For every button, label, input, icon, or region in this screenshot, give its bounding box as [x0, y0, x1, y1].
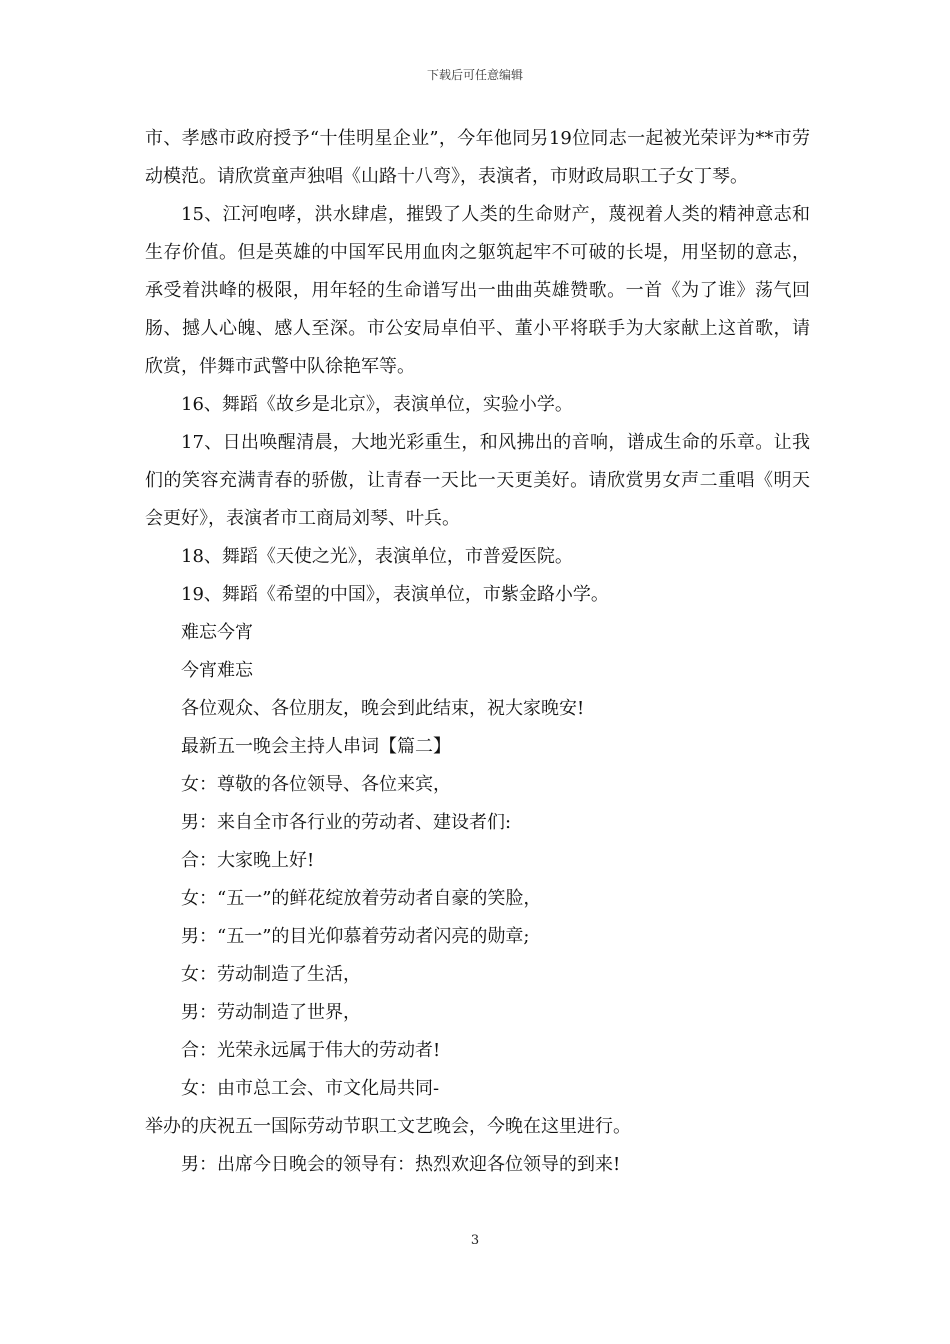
paragraph-2: 15、江河咆哮，洪水肆虐，摧毁了人类的生命财产，蔑视着人类的精神意志和生存价值。但是英雄的中国军民用血肉之躯筑起牢不可破的长堤，用坚韧的意志，承受着洪峰的极限，用年轻的生命谱写出一曲曲英雄赞歌。一首《为了谁》荡气回肠、撼人心魄、感人至深。市公安局卓伯平、董小平将联手为大家献上这首歌，请欣赏，伴舞市武警中队徐艳军等。	[145, 204, 810, 377]
paragraph-7: 难忘今宵	[181, 622, 253, 643]
dialogue-line: 男：“五一”的目光仰慕着劳动者闪亮的勋章;	[181, 926, 530, 947]
page-number: 3	[470, 1233, 480, 1248]
paragraph-8: 今宵难忘	[181, 660, 253, 681]
dialogue-line: 合：大家晚上好!	[181, 850, 315, 871]
paragraph-5: 18、舞蹈《天使之光》，表演单位，市普爱医院。	[181, 546, 573, 567]
dialogue-line: 女：劳动制造了生活，	[181, 964, 361, 985]
document-body	[145, 120, 810, 1184]
dialogue-line: 男：出席今日晚会的领导有：热烈欢迎各位领导的到来!	[181, 1154, 621, 1175]
paragraph-9: 各位观众、各位朋友，晚会到此结束，祝大家晚安!	[181, 698, 585, 719]
dialogue-line: 男：劳动制造了世界，	[181, 1002, 361, 1023]
dialogue-line: 合：光荣永远属于伟大的劳动者!	[181, 1040, 441, 1061]
paragraph-1: 市、孝感市政府授予“十佳明星企业”，今年他同另19位同志一起被光荣评为**市劳动模范。请欣赏童声独唱《山路十八弯》，表演者，市财政局职工子女丁琴。	[145, 128, 810, 187]
dialogue-line: 女：“五一”的鲜花绽放着劳动者自豪的笑脸，	[181, 888, 542, 909]
dialogue-line: 男：来自全市各行业的劳动者、建设者们:	[181, 812, 512, 833]
paragraph-4: 17、日出唤醒清晨，大地光彩重生，和风拂出的音响，谱成生命的乐章。让我们的笑容充满青春的骄傲，让青春一天比一天更美好。请欣赏男女声二重唱《明天会更好》，表演者市工商局刘琴、叶兵。	[145, 432, 810, 529]
dialogue-continuation: 举办的庆祝五一国际劳动节职工文艺晚会，今晚在这里进行。	[145, 1116, 631, 1137]
dialogue-line: 女：由市总工会、市文化局共同-	[181, 1078, 440, 1099]
paragraph-3: 16、舞蹈《故乡是北京》，表演单位，实验小学。	[181, 394, 573, 415]
paragraph-6: 19、舞蹈《希望的中国》，表演单位，市紫金路小学。	[181, 584, 609, 605]
section-heading: 最新五一晚会主持人串词【篇二】	[181, 736, 451, 757]
page-header: 下载后可任意编辑	[426, 68, 523, 82]
dialogue-line: 女：尊敬的各位领导、各位来宾，	[181, 774, 451, 795]
